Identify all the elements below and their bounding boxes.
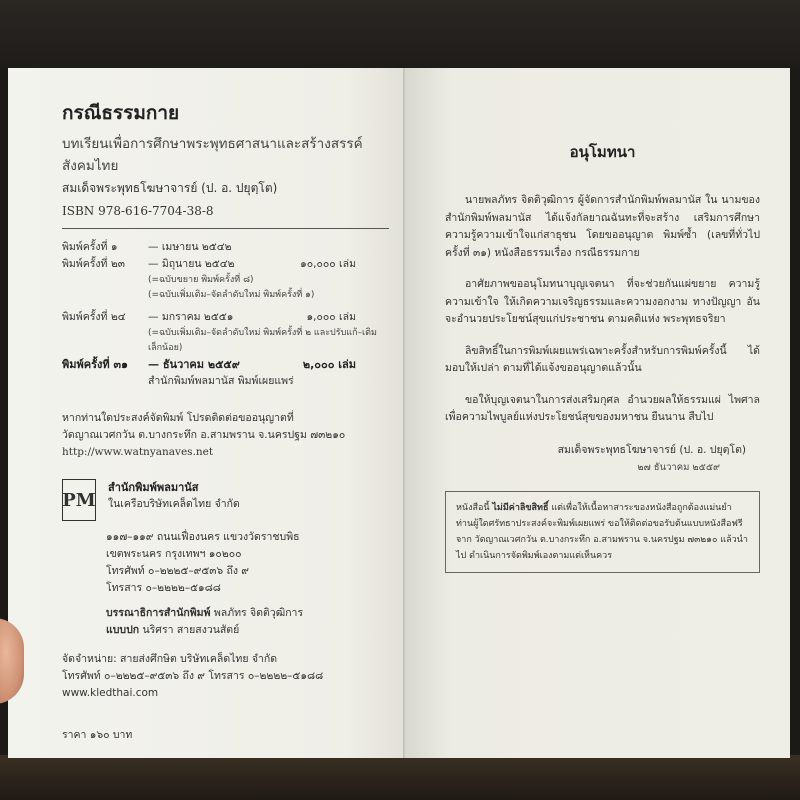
paragraph: ลิขสิทธิ์ในการพิมพ์เผยแพร่เฉพาะครั้งสำหรับการพิมพ์ครั้งนี้ ได้มอบให้เปล่า ตามที่ได้แจ้งขออนุญาตแล้วนั้น: [445, 344, 760, 374]
signature-date: ๒๗ ธันวาคม ๒๕๕๙: [637, 461, 720, 473]
publisher-affiliation: ในเครือบริษัทเคล็ดไทย จำกัด: [108, 498, 240, 510]
isbn: ISBN 978-616-7704-38-8: [62, 204, 214, 218]
cover-designer: นริศรา สายสงวนสัตย์: [142, 624, 240, 636]
left-page: [8, 68, 405, 758]
credits: [62, 605, 389, 639]
copyright-notice: [445, 491, 760, 573]
printing-row: [62, 256, 389, 273]
printing-date: — เมษายน ๒๕๔๒: [148, 241, 232, 253]
printing-count: ๑๐,๐๐๐ เล่ม: [300, 258, 356, 270]
printing-row: [62, 309, 389, 326]
printing-label: พิมพ์ครั้งที่ ๑: [62, 241, 118, 253]
anumodana-title: อนุโมทนา: [569, 143, 636, 161]
publisher-name: สำนักพิมพ์พลมานัส: [108, 481, 199, 494]
printing-count: ๒,๐๐๐ เล่ม: [302, 358, 356, 371]
right-page: [405, 68, 790, 758]
paragraph: ขอให้บุญเจตนาในการส่งเสริมกุศล อำนวยผลให้ธรรมแผ่ ไพศาล เพื่อความไพบูลย์แห่งประโยชน์สุขของมหาชน ยืนนาน สืบไป: [445, 393, 760, 423]
printing-date: — มิถุนายน ๒๕๔๒: [148, 258, 235, 270]
website-link: http://www.watnyanaves.net: [62, 446, 214, 458]
background-top: [0, 0, 800, 70]
contact-line: หากท่านใดประสงค์จัดพิมพ์ โปรดติดต่อขออนุญาตที่: [62, 412, 294, 424]
signature: สมเด็จพระพุทธโฆษาจารย์ (ป. อ. ปยุตฺโต): [557, 443, 746, 456]
editor-name: พลภัทร จิตติวุฒิการ: [213, 607, 304, 619]
distribution: [62, 651, 389, 702]
printing-date: — มกราคม ๒๕๕๑: [148, 311, 234, 323]
printing-label: พิมพ์ครั้งที่ ๓๑: [62, 358, 128, 371]
contact-address: วัดญาณเวศกวัน ต.บางกระทึก อ.สามพราน จ.นครปฐม ๗๓๒๑๐: [62, 429, 346, 441]
price: ราคา ๑๖๐ บาท: [62, 729, 133, 741]
printing-row-current: [62, 356, 389, 373]
book-title: กรณีธรรมกาย: [62, 102, 180, 124]
open-book: [8, 68, 790, 758]
address-line: ๑๑๗–๑๑๙ ถนนเฟื่องนคร แขวงวัดราชบพิธ: [106, 531, 300, 543]
address-line: เขตพระนคร กรุงเทพฯ ๑๐๒๐๐: [106, 548, 242, 560]
printing-label: พิมพ์ครั้งที่ ๒๔: [62, 311, 126, 323]
printing-date: — ธันวาคม ๒๕๕๙: [148, 358, 240, 371]
publisher-logo-icon: PM: [62, 479, 96, 521]
distributor-phone: โทรศัพท์ ๐–๒๒๒๕–๙๕๓๖ ถึง ๙ โทรสาร ๐–๒๒๒๒–๕๑๘๘: [62, 670, 324, 682]
contact-block: [62, 410, 389, 461]
cover-label: แบบปก: [106, 624, 140, 636]
distributor-website: www.kledthai.com: [62, 687, 159, 699]
printed-by: สำนักพิมพ์พลมานัส พิมพ์เผยแพร่: [148, 375, 294, 387]
table-surface: [0, 755, 800, 800]
address-line: โทรศัพท์ ๐–๒๒๒๕–๙๕๓๖ ถึง ๙: [106, 565, 249, 577]
printing-note: (=ฉบับเพิ่มเติม–จัดลำดับใหม่ พิมพ์ครั้งที่ ๑): [148, 290, 315, 300]
publisher-address: [62, 529, 389, 597]
publisher-block: [62, 479, 389, 521]
printing-count: ๑,๐๐๐ เล่ม: [306, 311, 356, 323]
book-author: สมเด็จพระพุทธโฆษาจารย์ (ป. อ. ปยุตฺโต): [62, 181, 278, 195]
notice-bold: ไม่มีค่าลิขสิทธิ์: [492, 502, 549, 513]
divider: [62, 228, 389, 229]
paragraph: อาศัยภาพขออนุโมทนาบุญเจตนา ที่จะช่วยกันแผ่ขยาย ความรู้ความเข้าใจ ให้เกิดความเจริญธรรมและความงอกงาม ทางปัญญา อันจะอำนวยประโยชน์สุขแก่ประชาชน ตามคติแห่ง พระพุทธจริยา: [445, 278, 760, 325]
distributor: จัดจำหน่าย: สายส่งศึกษิต บริษัทเคล็ดไทย จำกัด: [62, 653, 278, 665]
address-line: โทรสาร ๐–๒๒๒๒–๕๑๘๘: [106, 582, 221, 594]
printing-note: (=ฉบับขยาย พิมพ์ครั้งที่ ๘): [148, 275, 254, 285]
printing-count: [276, 239, 356, 256]
paragraph: นายพลภัทร จิตติวุฒิการ ผู้จัดการสำนักพิมพ์พลมานัส ใน นามของสำนักพิมพ์พลมานัส ได้แจ้งกัลยาณฉันทะที่จะสร้าง เสริมการศึกษาความรู้ความเข้าใจแก่สาธุชน โดยขออนุญาต พิมพ์ซ้ำ (เลขที่ทั่วไป ครั้งที่ ๓๑) หนังสือธรรมเรื่อง กรณีธรรมกาย: [445, 194, 760, 259]
printing-row: [62, 239, 389, 256]
notice-prefix: หนังสือนี้: [456, 502, 490, 513]
book-subtitle: บทเรียนเพื่อการศึกษาพระพุทธศาสนาและสร้างสรรค์สังคมไทย: [62, 136, 363, 174]
notice-text: แต่เพื่อให้เนื้อหาสาระของหนังสือถูกต้องแม่นยำ ท่านผู้ใดศรัทธาประสงค์จะพิมพ์เผยแพร่ ขอให้ติดต่อขอรับต้นแบบหนังสือฟรี จาก วัดญาณเวศกวัน ต.บางกระทึก อ.สามพราน จ.นครปฐม ๗๓๒๑๐ แล้วนำไป ดำเนินการจัดพิมพ์เองตามแต่เห็นควร: [456, 502, 748, 561]
printing-label: พิมพ์ครั้งที่ ๒๓: [62, 258, 125, 270]
printing-note: (=ฉบับเพิ่มเติม–จัดลำดับใหม่ พิมพ์ครั้งที่ ๒ และปรับแก้–เติมเล็กน้อย): [148, 328, 377, 353]
editor-label: บรรณาธิการสำนักพิมพ์: [106, 607, 211, 619]
